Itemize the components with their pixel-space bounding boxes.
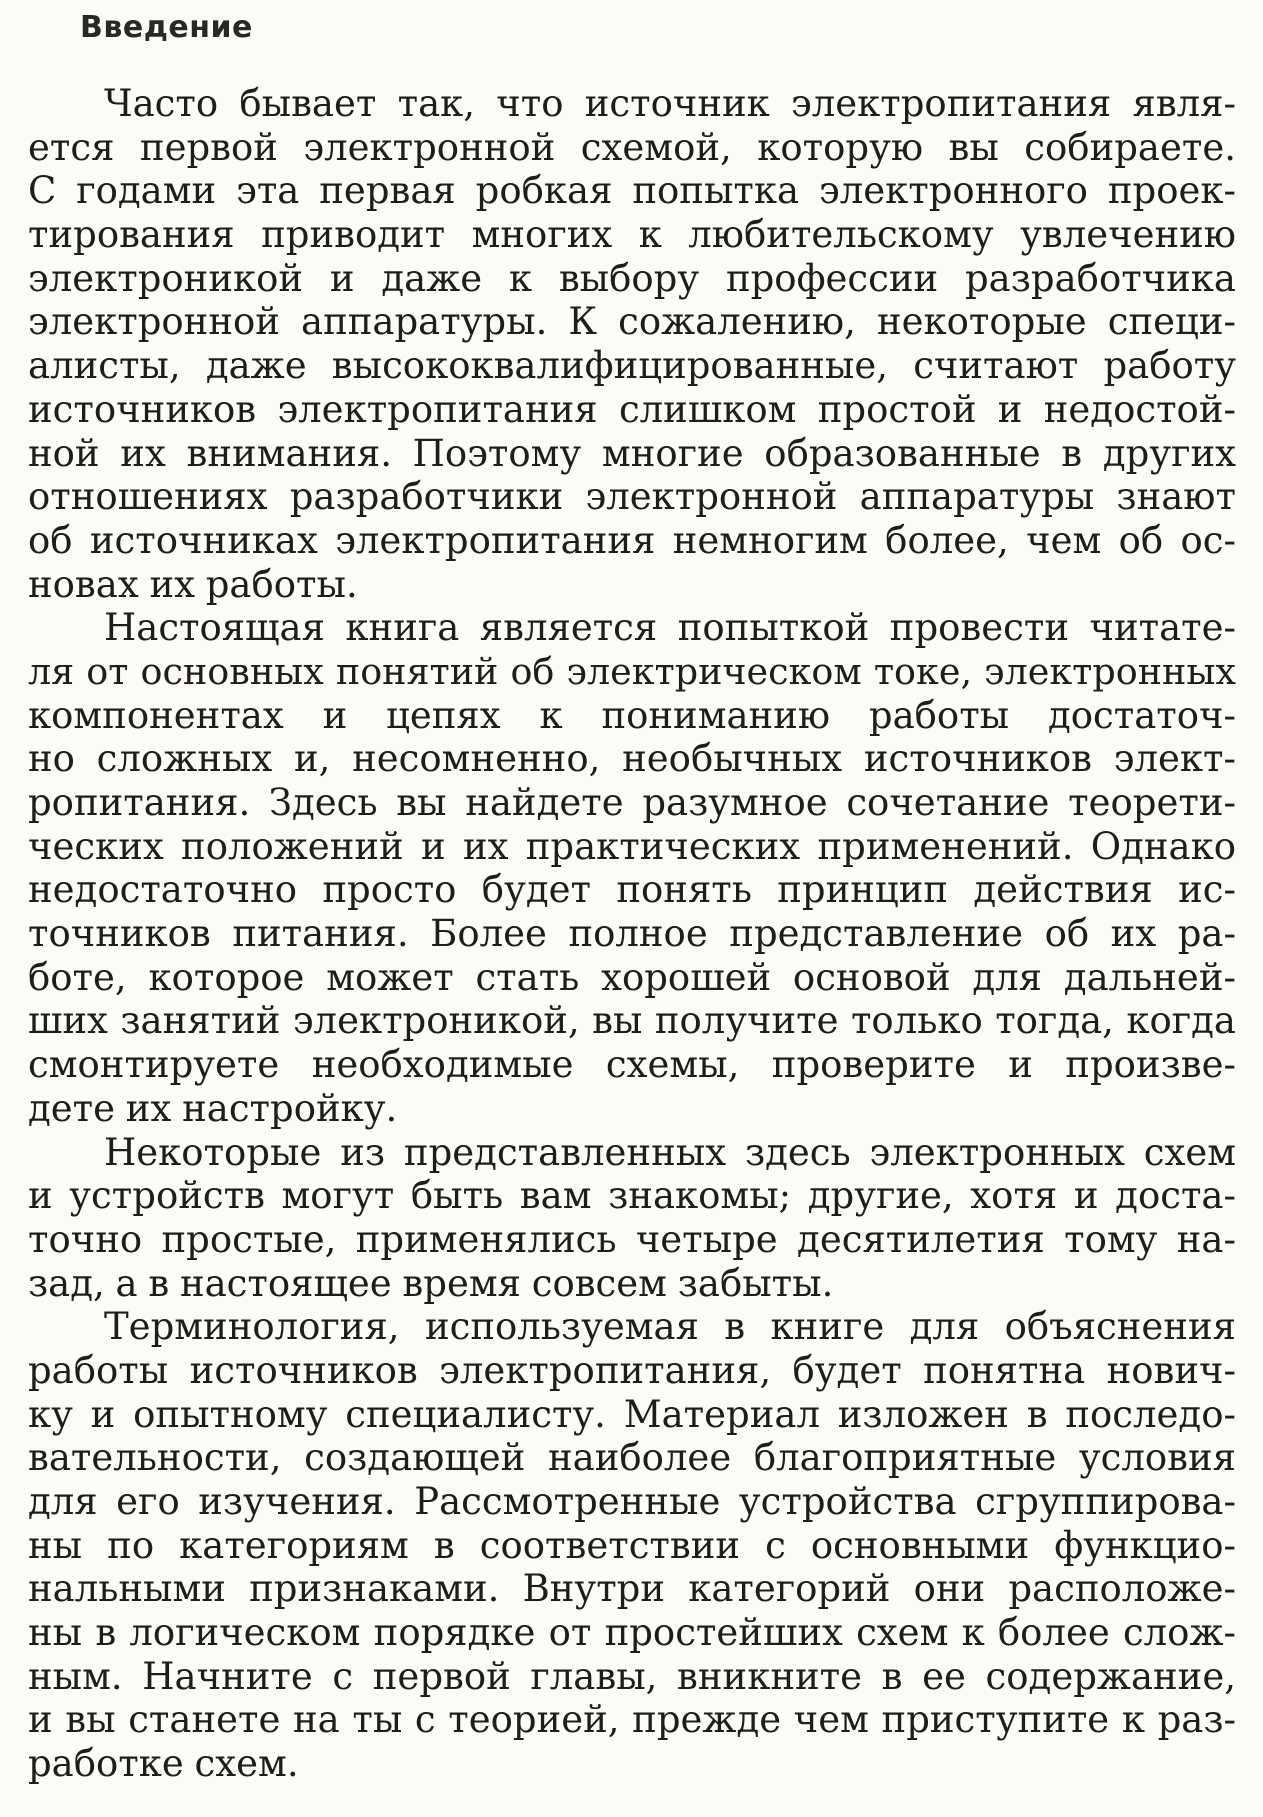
text-line: боте, которое может стать хорошей основой для дальней- xyxy=(28,955,1236,999)
text-line: источников электропитания слишком простой и недостой- xyxy=(28,387,1236,431)
text-line: дете их настройку. xyxy=(28,1086,398,1130)
paragraph-first-line: Терминология, используемая в книге для объяснения xyxy=(104,1305,1236,1349)
paragraph-first-line: Некоторые из представленных здесь электронных схем xyxy=(104,1130,1236,1174)
text-line: работке схем. xyxy=(28,1742,299,1786)
text-line: и устройств могут быть вам знакомы; другие, хотя и доста- xyxy=(28,1174,1236,1218)
document-page xyxy=(28,0,1240,1817)
text-line: новах их работы. xyxy=(28,562,358,606)
paragraph-first-line: Часто бывает так, что источник электропитания явля- xyxy=(104,82,1236,125)
text-line: зад, а в настоящее время совсем забыты. xyxy=(28,1261,834,1305)
text-line: ля от основных понятий об электрическом токе, электронных xyxy=(28,649,1236,693)
text-line: электронной аппаратуры. К сожалению, некоторые специ- xyxy=(28,300,1236,344)
text-line: недостаточно просто будет понять принцип действия ис- xyxy=(28,868,1236,912)
text-line: отношениях разработчики электронной аппаратуры знают xyxy=(28,475,1236,519)
text-line: но сложных и, несомненно, необычных источников элект- xyxy=(28,737,1236,781)
text-line: нальными признаками. Внутри категорий они расположе- xyxy=(28,1567,1236,1611)
text-line: ших занятий электроникой, вы получите только тогда, когда xyxy=(28,999,1236,1043)
text-line: алисты, даже высококвалифицированные, считают работу xyxy=(28,344,1236,388)
text-line: ной их внимания. Поэтому многие образованные в других xyxy=(28,431,1236,475)
text-line: ропитания. Здесь вы найдете разумное сочетание теорети- xyxy=(28,781,1236,824)
section-heading: Введение xyxy=(80,10,253,45)
text-line: для его изучения. Рассмотренные устройства сгруппирова- xyxy=(28,1480,1236,1523)
text-line: смонтируете необходимые схемы, проверите и произве- xyxy=(28,1043,1236,1087)
text-line: вательности, создающей наиболее благоприятные условия xyxy=(28,1436,1236,1480)
text-line: тирования приводит многих к любительскому увлечению xyxy=(28,213,1236,257)
text-line: электроникой и даже к выбору профессии разработчика xyxy=(28,256,1236,300)
text-line: ным. Начните с первой главы, вникните в ее содержание, xyxy=(28,1654,1236,1698)
text-line: точно простые, применялись четыре десятилетия тому на- xyxy=(28,1217,1236,1261)
paragraph-first-line: Настоящая книга является попыткой провести читате- xyxy=(104,606,1236,650)
text-line: точников питания. Более полное представление об их ра- xyxy=(28,912,1236,956)
text-line: ческих положений и их практических применений. Однако xyxy=(28,824,1236,868)
text-line: ны в логическом порядке от простейших схем к более слож- xyxy=(28,1611,1236,1655)
text-line: работы источников электропитания, будет понятна нович- xyxy=(28,1348,1236,1392)
text-line: и вы станете на ты с теорией, прежде чем приступите к раз- xyxy=(28,1698,1236,1742)
text-line: С годами эта первая робкая попытка электронного проек- xyxy=(28,169,1236,213)
text-line: ется первой электронной схемой, которую вы собираете. xyxy=(28,125,1236,169)
body-text xyxy=(28,82,1240,1786)
text-line: ны по категориям в соответствии с основными функцио- xyxy=(28,1523,1236,1567)
text-line: компонентах и цепях к пониманию работы достаточ- xyxy=(28,693,1236,737)
text-line: об источниках электропитания немногим более, чем об ос- xyxy=(28,518,1236,562)
text-line: ку и опытному специалисту. Материал изложен в последо- xyxy=(28,1392,1236,1436)
